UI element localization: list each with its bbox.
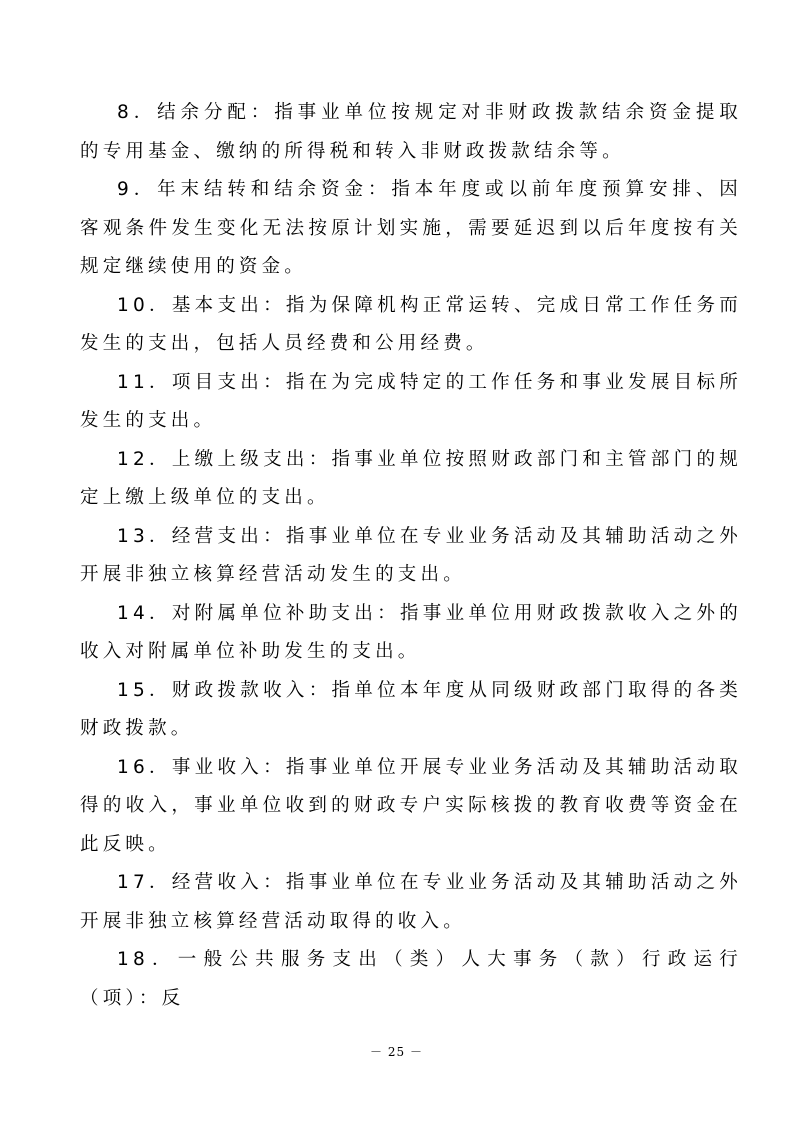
paragraph-text: 指事业单位按规定对非财政拨款结余资金提取的专用基金、缴纳的所得税和转入非财政拨款结余等。 bbox=[80, 102, 742, 162]
paragraph-text: 指事业单位在专业业务活动及其辅助活动之外开展非独立核算经营活动发生的支出。 bbox=[80, 525, 742, 585]
paragraph-text: 指单位本年度从同级财政部门取得的各类财政拨款。 bbox=[80, 679, 742, 739]
paragraph-label: 13．经营支出： bbox=[117, 525, 286, 547]
paragraph-18 bbox=[80, 941, 742, 1018]
paragraph-17 bbox=[80, 864, 742, 941]
paragraph-label: 8．结余分配： bbox=[117, 102, 275, 123]
paragraph-label: 14．对附属单位补助支出： bbox=[117, 602, 400, 624]
paragraph-8 bbox=[80, 94, 742, 171]
paragraph-14 bbox=[80, 595, 742, 672]
paragraph-text: 指在为完成特定的工作任务和事业发展目标所发生的支出。 bbox=[80, 371, 742, 431]
paragraph-label: 18．一般公共服务支出（类）人大事务（款）行政运行（项）： bbox=[80, 949, 742, 1009]
paragraph-15 bbox=[80, 672, 742, 749]
paragraph-label: 11．项目支出： bbox=[117, 371, 286, 393]
paragraph-label: 15．财政拨款收入： bbox=[117, 679, 332, 701]
document-body bbox=[80, 94, 742, 1018]
paragraph-text: 指事业单位用财政拨款收入之外的收入对附属单位补助发生的支出。 bbox=[80, 602, 742, 662]
paragraph-text: 指本年度或以前年度预算安排、因客观条件发生变化无法按原计划实施，需要延迟到以后年度按有关规定继续使用的资金。 bbox=[80, 179, 742, 277]
paragraph-label: 16．事业收入： bbox=[117, 756, 286, 778]
page-number: － 25 － bbox=[370, 1045, 423, 1059]
paragraph-label: 12．上缴上级支出： bbox=[117, 448, 332, 470]
paragraph-9 bbox=[80, 171, 742, 287]
paragraph-11 bbox=[80, 364, 742, 441]
paragraph-text: 指事业单位开展专业业务活动及其辅助活动取得的收入，事业单位收到的财政专户实际核拨的教育收费等资金在此反映。 bbox=[80, 756, 742, 855]
paragraph-text: 指事业单位在专业业务活动及其辅助活动之外开展非独立核算经营活动取得的收入。 bbox=[80, 872, 742, 932]
paragraph-text: 指为保障机构正常运转、完成日常工作任务而发生的支出，包括人员经费和公用经费。 bbox=[80, 294, 742, 354]
paragraph-text: 反 bbox=[161, 987, 185, 1009]
paragraph-10 bbox=[80, 287, 742, 364]
paragraph-12 bbox=[80, 441, 742, 518]
paragraph-13 bbox=[80, 518, 742, 595]
paragraph-label: 10．基本支出： bbox=[117, 294, 286, 316]
paragraph-label: 17．经营收入： bbox=[117, 872, 286, 893]
paragraph-16 bbox=[80, 749, 742, 865]
paragraph-label: 9．年末结转和结余资金： bbox=[117, 179, 392, 200]
paragraph-text: 指事业单位按照财政部门和主管部门的规定上缴上级单位的支出。 bbox=[80, 448, 742, 508]
